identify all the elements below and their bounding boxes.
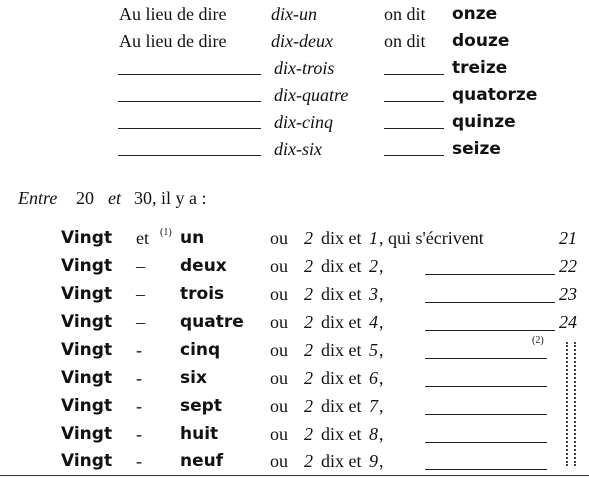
row-digit: 5: [369, 340, 378, 360]
row-digit: 9: [369, 451, 378, 471]
row-two: 2: [304, 228, 313, 248]
intro-prefix: Au lieu de dire: [119, 31, 227, 51]
row-vingt: Vingt: [61, 368, 113, 388]
fill-in-blank: [384, 155, 444, 156]
intro-word: quatorze: [452, 85, 538, 105]
row-ou: ou: [270, 368, 288, 388]
row-tail: ,: [379, 256, 384, 276]
row-ou: ou: [270, 396, 288, 416]
heading-number-20: 20: [76, 188, 94, 208]
row-number: 23: [559, 284, 577, 304]
row-digit: 3: [369, 284, 378, 304]
row-digit: 4: [369, 312, 378, 332]
row-separator: -: [136, 368, 142, 388]
row-two: 2: [304, 256, 313, 276]
row-unit-word: deux: [180, 256, 227, 276]
row-two: 2: [304, 396, 313, 416]
row-vingt: Vingt: [61, 451, 113, 471]
row-separator: -: [136, 396, 142, 416]
fill-in-blank: [118, 128, 261, 129]
row-tail: ,: [379, 396, 384, 416]
row-digit: 1: [369, 228, 378, 248]
fill-in-blank: [425, 302, 555, 303]
row-vingt: Vingt: [61, 228, 113, 248]
row-digit: 7: [369, 396, 378, 416]
row-two: 2: [304, 312, 313, 332]
heading-et: et: [108, 188, 121, 208]
fill-in-blank: [384, 101, 444, 102]
row-dix-et: dix et: [321, 396, 362, 416]
intro-word: onze: [452, 4, 498, 24]
row-two: 2: [304, 424, 313, 444]
row-tail: ,: [379, 284, 384, 304]
fill-in-blank: [425, 469, 547, 470]
fill-in-blank: [118, 74, 261, 75]
footnote-ref: (2): [532, 335, 544, 346]
row-ou: ou: [270, 312, 288, 332]
row-ou: ou: [270, 340, 288, 360]
row-unit-word: cinq: [180, 340, 221, 360]
fill-in-blank: [384, 128, 444, 129]
row-tail: ,: [379, 340, 384, 360]
footnote-ref: (1): [160, 227, 172, 238]
intro-on-dit: on dit: [384, 4, 426, 24]
intro-expression: dix-deux: [271, 31, 333, 51]
row-number: 22: [559, 256, 577, 276]
row-unit-word: trois: [180, 284, 225, 304]
intro-on-dit: on dit: [384, 31, 426, 51]
row-tail: ,: [379, 451, 384, 471]
intro-expression: dix-un: [271, 4, 317, 24]
row-dix-et: dix et: [321, 284, 362, 304]
intro-expression: dix-quatre: [274, 85, 349, 105]
row-two: 2: [304, 340, 313, 360]
row-dix-et: dix et: [321, 228, 362, 248]
row-separator: –: [136, 312, 145, 332]
row-unit-word: un: [180, 228, 205, 248]
fill-in-blank: [425, 274, 555, 275]
row-dix-et: dix et: [321, 424, 362, 444]
row-vingt: Vingt: [61, 396, 113, 416]
fill-in-blank: [118, 101, 261, 102]
heading-entre: Entre: [18, 188, 58, 208]
row-unit-word: six: [180, 368, 207, 388]
row-tail: ,: [379, 424, 384, 444]
fill-in-blank: [425, 330, 555, 331]
row-separator: -: [136, 424, 142, 444]
row-unit-word: sept: [180, 396, 222, 416]
dotted-answer-line: [574, 342, 576, 466]
row-vingt: Vingt: [61, 340, 113, 360]
intro-word: seize: [452, 139, 501, 159]
row-ou: ou: [270, 424, 288, 444]
row-vingt: Vingt: [61, 312, 113, 332]
row-separator: –: [136, 284, 145, 304]
row-separator: -: [136, 340, 142, 360]
row-unit-word: neuf: [180, 451, 224, 471]
row-dix-et: dix et: [321, 312, 362, 332]
dotted-answer-line: [566, 342, 568, 466]
row-separator: –: [136, 256, 145, 276]
row-two: 2: [304, 368, 313, 388]
fill-in-blank: [118, 155, 261, 156]
row-digit: 2: [369, 256, 378, 276]
intro-word: douze: [452, 31, 510, 51]
page-bottom-rule: [0, 475, 589, 476]
row-unit-word: quatre: [180, 312, 244, 332]
row-number: 21: [559, 228, 577, 248]
row-digit: 8: [369, 424, 378, 444]
row-two: 2: [304, 451, 313, 471]
row-dix-et: dix et: [321, 451, 362, 471]
row-ou: ou: [270, 256, 288, 276]
row-separator: et: [136, 228, 149, 248]
heading-number-30: 30, il y a :: [134, 188, 207, 208]
row-vingt: Vingt: [61, 424, 113, 444]
row-ou: ou: [270, 451, 288, 471]
fill-in-blank: [384, 74, 444, 75]
row-digit: 6: [369, 368, 378, 388]
row-dix-et: dix et: [321, 256, 362, 276]
row-unit-word: huit: [180, 424, 219, 444]
row-vingt: Vingt: [61, 284, 113, 304]
row-dix-et: dix et: [321, 340, 362, 360]
intro-expression: dix-cinq: [274, 112, 333, 132]
row-two: 2: [304, 284, 313, 304]
fill-in-blank: [425, 414, 547, 415]
intro-word: treize: [452, 58, 508, 78]
row-vingt: Vingt: [61, 256, 113, 276]
row-tail: ,: [379, 368, 384, 388]
intro-expression: dix-trois: [274, 58, 335, 78]
row-tail: ,: [379, 312, 384, 332]
intro-prefix: Au lieu de dire: [119, 4, 227, 24]
row-dix-et: dix et: [321, 368, 362, 388]
fill-in-blank: [425, 442, 547, 443]
fill-in-blank: [425, 386, 547, 387]
row-ou: ou: [270, 228, 288, 248]
intro-word: quinze: [452, 112, 516, 132]
fill-in-blank: [425, 358, 547, 359]
row-tail: , qui s'écrivent: [379, 228, 484, 248]
row-separator: -: [136, 451, 142, 471]
intro-expression: dix-six: [274, 139, 322, 159]
row-ou: ou: [270, 284, 288, 304]
row-number: 24: [559, 312, 577, 332]
